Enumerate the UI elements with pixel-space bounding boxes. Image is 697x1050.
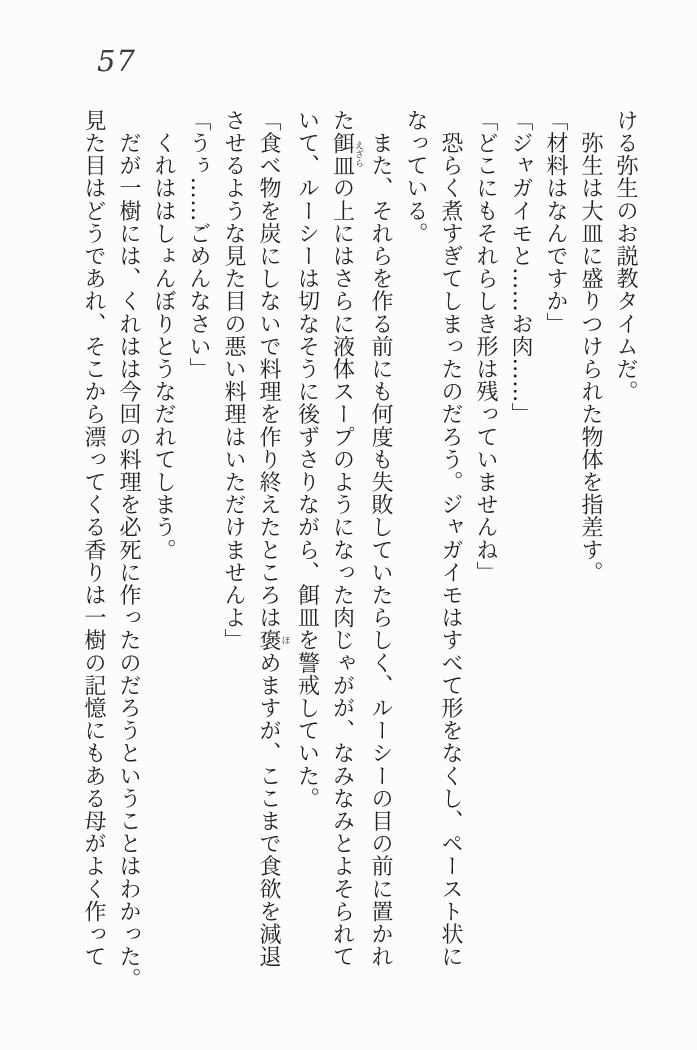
text-area: [76, 109, 643, 991]
text-column-16: 見た目はどうであれ、そこから漂ってくる香りは一樹の記憶にもある母がよく作って: [81, 109, 106, 968]
text-column-12: させるような見た目の悪い料理はいただけませんよ」: [221, 109, 246, 652]
text-column-10: いて、ルーシーは切なそうに後ずさりながら、餌皿を警戒していた。: [294, 109, 320, 810]
text-column-15: だが一樹には、くれはは今回の料理を必死に作ったのだろうということはわかった。: [116, 109, 141, 991]
text-column-3: 「材料はなんですか」: [543, 109, 568, 335]
furigana-annotated-word: 餌皿えざら: [329, 131, 363, 177]
text-column-14: くれははしょんぼりとうなだれてしまう。: [151, 109, 176, 561]
text-column-4: 「ジャガイモと……お肉……」: [508, 109, 533, 426]
text-column-1: ける弥生のお説教タイムだ。: [613, 109, 638, 403]
furigana-annotated-word: 褒ほ: [256, 628, 290, 652]
text-column-5: 「どこにもそれらしき形は残っていませんね」: [473, 109, 498, 584]
text-column-13: 「うぅ……ごめんなさい」: [186, 109, 211, 381]
text-column-9: た餌皿えざらの上にはさらに液体スープのようになった肉じゃがが、なみなみとよそられて: [329, 109, 363, 968]
text-column-2: 弥生は大皿に盛りつけられた物体を指差す。: [578, 109, 603, 584]
text-column-8: また、それらを作る前にも何度も失敗していたらしく、ルーシーの目の前に置かれ: [368, 109, 393, 968]
page-number: 57: [97, 44, 136, 78]
text-column-6: 恐らく煮すぎてしまったのだろう。ジャガイモはすべて形をなくし、ペースト状に: [438, 109, 463, 968]
text-column-7: なっている。: [403, 109, 428, 245]
text-column-11: 「食べ物を炭にしないで料理を作り終えたところは褒ほめますが、ここまで食欲を減退: [256, 109, 290, 968]
